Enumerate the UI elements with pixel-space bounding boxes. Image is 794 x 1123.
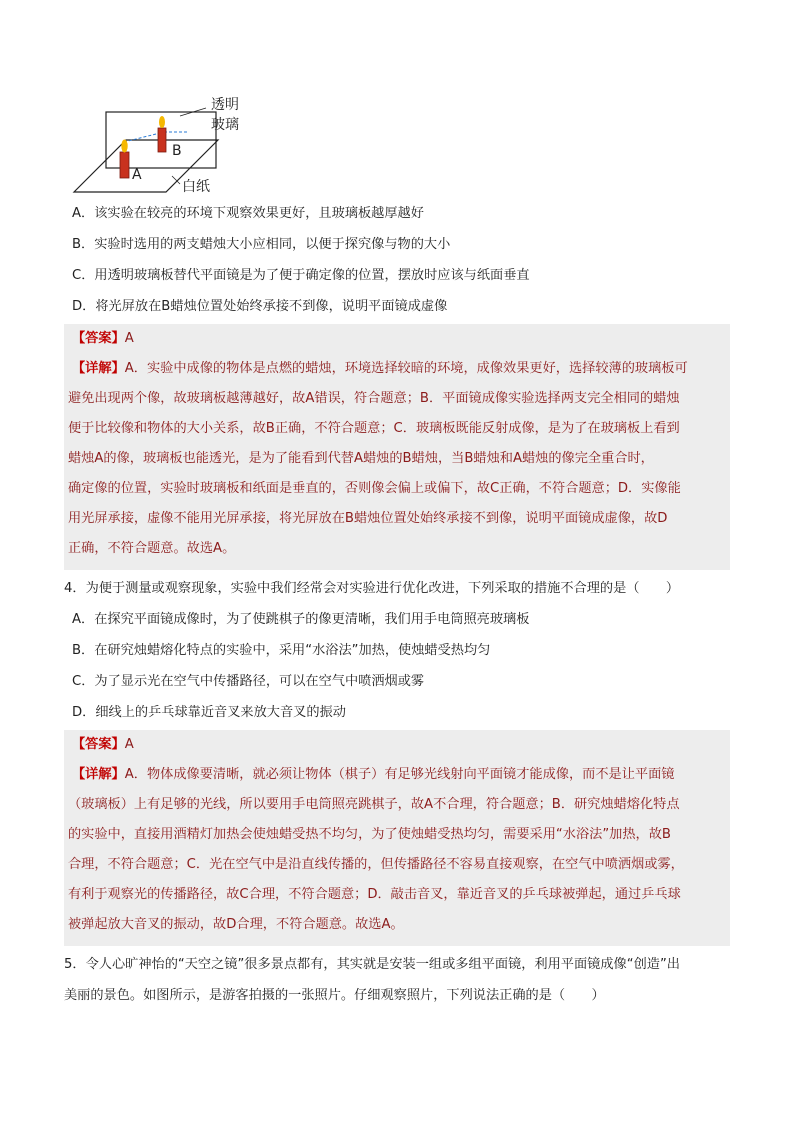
experiment-figure [68,92,258,200]
q3-option-a: A．该实验在较亮的环境下观察效果更好，且玻璃板越厚越好 [72,206,424,221]
q3-detail-line: 便于比较像和物体的大小关系，故B正确，不符合题意；C．玻璃板既能反射成像，是为了在玻璃板上看到 [68,421,680,436]
q3-detail-line: 蜡烛A的像，玻璃板也能透光，是为了能看到代替A蜡烛的B蜡烛，当B蜡烛和A蜡烛的像完全重合时， [68,451,654,466]
q3-detail-line: 【详解】A．实验中成像的物体是点燃的蜡烛，环境选择较暗的环境，成像效果更好，选择较薄的玻璃板可 [72,361,688,376]
q4-detail-line: 有利于观察光的传播路径，故C合理，不符合题意；D．敲击音叉，靠近音叉的乒乓球被弹起，通过乒乓球 [68,887,681,902]
label-candle-b: B [172,143,182,159]
q3-option-c: C．用透明玻璃板替代平面镜是为了便于确定像的位置，摆放时应该与纸面垂直 [72,268,530,283]
candle-b-flame [159,116,165,128]
q3-detail-line: 正确，不符合题意。故选A。 [68,541,236,556]
q4-option-d: D．细线上的乒乓球靠近音叉来放大音叉的振动 [72,705,346,720]
q3-detail-line: 用光屏承接，虚像不能用光屏承接，将光屏放在B蜡烛位置处始终承接不到像，说明平面镜成虚像，故D [68,511,668,526]
q3-detail-line: 确定像的位置，实验时玻璃板和纸面是垂直的，否则像会偏上或偏下，故C正确，不符合题意；D．实像能 [68,481,681,496]
q4-option-a: A．在探究平面镜成像时，为了使跳棋子的像更清晰，我们用手电筒照亮玻璃板 [72,612,530,627]
answer-value: A [124,737,134,752]
q5-stem-line: 5．令人心旷神怡的“天空之镜”很多景点都有，其实就是安装一组或多组平面镜，利用平面镜成像“创造”出 [64,957,680,972]
label-candle-a: A [132,167,142,183]
q4-detail-line: （玻璃板）上有足够的光线，所以要用手电筒照亮跳棋子，故A不合理，符合题意；B．研究烛蜡熔化特点 [68,797,680,812]
q4-detail-line: 的实验中，直接用酒精灯加热会使烛蜡受热不均匀，为了使烛蜡受热均匀，需要采用“水浴法”加热，故B [68,827,671,842]
q4-stem: 4．为便于测量或观察现象，实验中我们经常会对实验进行优化改进，下列采取的措施不合理的是（ ） [64,581,680,596]
q3-answer [72,328,134,350]
candle-a-flame [121,140,127,153]
answer-tag: 【答案】 [72,737,125,752]
label-glass: 玻璃 [211,117,239,133]
q5-stem-line: 美丽的景色。如图所示，是游客拍摄的一张照片。仔细观察照片，下列说法正确的是（ ） [64,988,605,1003]
label-transparent: 透明 [211,97,239,113]
q4-detail-line: 合理，不符合题意；C．光在空气中是沿直线传播的，但传播路径不容易直接观察，在空气中喷洒烟或雾， [68,857,684,872]
q4-answer [72,734,134,756]
detail-tag: 【详解】 [72,361,125,376]
q3-option-b: B．实验时选用的两支蜡烛大小应相同，以便于探究像与物的大小 [72,237,451,252]
q4-detail-line: 被弹起放大音叉的振动，故D合理，不符合题意。故选A。 [68,917,404,932]
label-white-paper: 白纸 [182,179,210,195]
answer-value: A [124,331,134,346]
q4-answer-block [64,730,730,946]
q4-option-c: C．为了显示光在空气中传播路径，可以在空气中喷洒烟或雾 [72,674,425,689]
q4-detail-line: 【详解】A．物体成像要清晰，就必须让物体（棋子）有足够光线射向平面镜才能成像，而不是让平面镜 [72,767,675,782]
detail-tag: 【详解】 [72,767,125,782]
candle-a [120,152,129,178]
q3-option-d: D．将光屏放在B蜡烛位置处始终承接不到像，说明平面镜成虚像 [72,299,448,314]
q3-answer-block [64,324,730,570]
q3-detail-line: 避免出现两个像，故玻璃板越薄越好，故A错误，符合题意；B．平面镜成像实验选择两支完全相同的蜡烛 [68,391,680,406]
answer-tag: 【答案】 [72,331,125,346]
candle-b [158,128,166,152]
q4-option-b: B．在研究烛蜡熔化特点的实验中，采用“水浴法”加热，使烛蜡受热均匀 [72,643,491,658]
